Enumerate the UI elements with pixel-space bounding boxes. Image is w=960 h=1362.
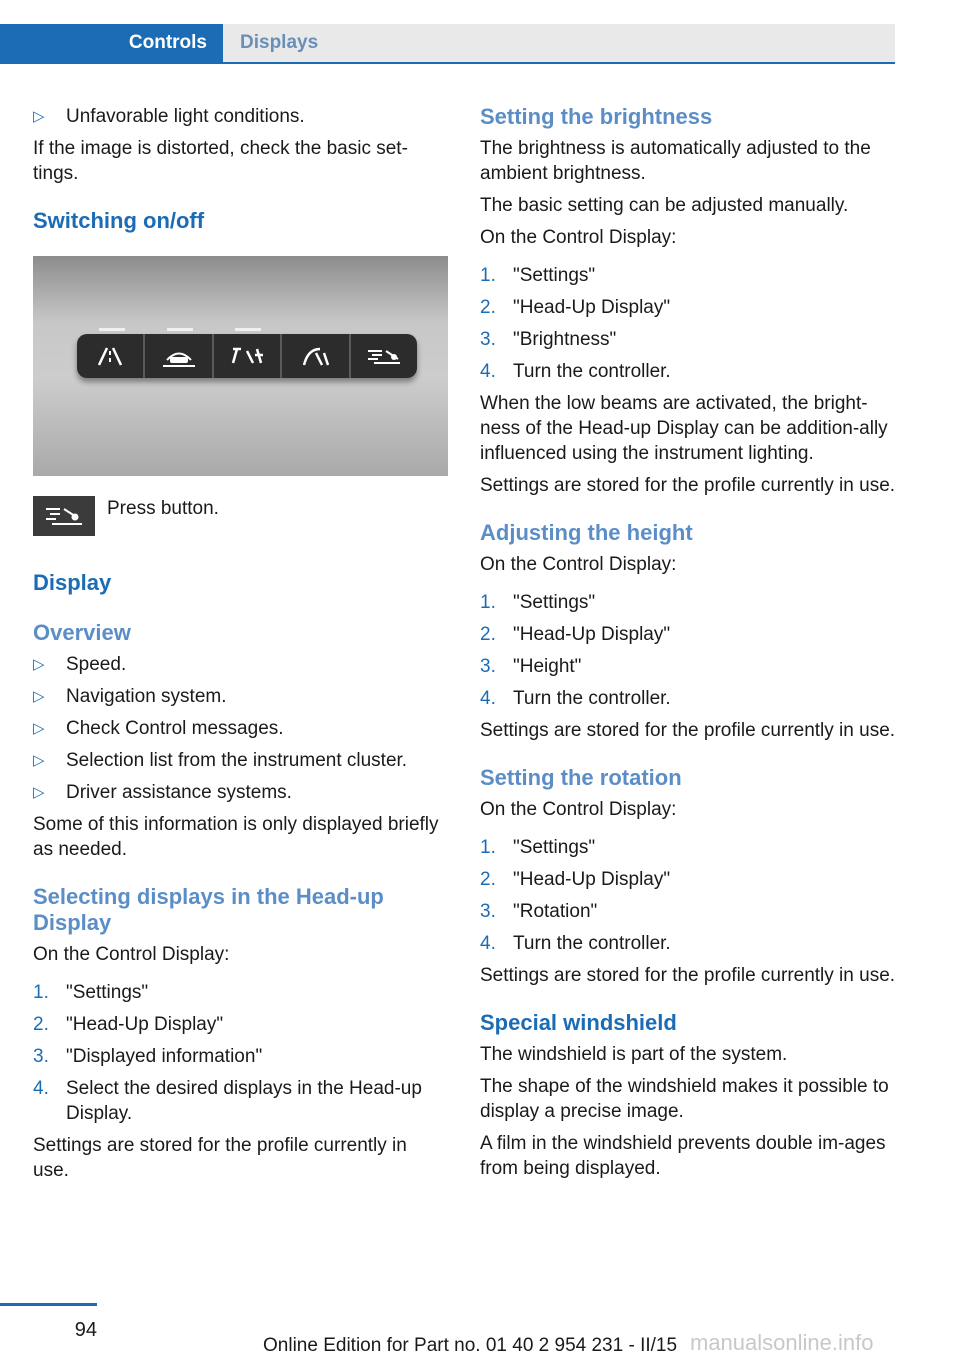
step-item [480,359,898,384]
step-number: 2. [33,1014,49,1035]
watermark: manualsonline.info [690,1330,874,1355]
car-distance-icon [145,334,213,378]
step-item [480,327,898,352]
assist-icon [214,334,282,378]
steps-list [480,263,898,384]
heading-overview: Overview [33,620,131,645]
step-text: "Displayed information" [66,1046,263,1067]
step-text: "Head-Up Display" [513,297,671,318]
triangle-right-icon: ▷ [33,720,45,737]
step-text: "Head-Up Display" [66,1014,224,1035]
step-item [480,931,898,956]
step-text: "Height" [513,656,582,677]
press-button-text: Press button. [107,498,219,519]
list-item: ▷ Check Control messages. [33,718,284,739]
footer-rule [0,1303,97,1306]
hud-button-icon [351,334,417,378]
step-number: 4. [33,1078,49,1099]
header-bar [0,24,895,64]
step-item [33,1076,448,1126]
paragraph: Settings are stored for the profile currently in use. [480,720,896,741]
step-text: Turn the controller. [513,688,671,709]
button-panel [77,334,417,378]
steps-list [480,835,898,956]
step-number: 1. [480,265,496,286]
step-number: 2. [480,624,496,645]
step-item [480,295,898,320]
step-text: Turn the controller. [513,361,671,382]
step-text: "Head-Up Display" [513,624,671,645]
steps-list [480,590,898,711]
bullet-list-top [33,104,448,129]
paragraph: On the Control Display: [480,554,677,575]
button-panel-photo [33,256,448,476]
step-text: Select the desired displays in the Head-up Display. [66,1078,422,1124]
step-item [480,263,898,288]
step-text: "Head-Up Display" [513,869,671,890]
step-item [480,867,898,892]
hud-button-icon [33,496,95,536]
paragraph: On the Control Display: [480,227,677,248]
step-number: 1. [480,592,496,613]
step-item [33,980,448,1005]
triangle-right-icon: ▷ [33,688,45,705]
triangle-right-icon: ▷ [33,784,45,801]
list-item: ▷ Navigation system. [33,686,227,707]
paragraph: When the low beams are activated, the bright-ness of the Head-up Display can be addition-ally influenced using the instrument lighting. [480,393,888,464]
paragraph: Some of this information is only displayed briefly as needed. [33,814,439,860]
paragraph: Settings are stored for the profile currently in use. [480,965,896,986]
steps-list [33,980,448,1126]
step-item [480,835,898,860]
paragraph: The windshield is part of the system. [480,1044,788,1065]
step-text: "Settings" [513,837,596,858]
step-item [480,622,898,647]
heading-switching: Switching on/off [33,208,205,233]
lane-icon [77,334,145,378]
heading-selecting: Selecting displays in the Head-up Display [33,884,384,935]
step-item [480,654,898,679]
left-column [33,104,448,1190]
overview-list [33,652,448,805]
list-item: ▷ Selection list from the instrument cluster. [33,750,408,771]
step-item [33,1012,448,1037]
triangle-right-icon: ▷ [33,752,45,769]
triangle-right-icon: ▷ [33,656,45,673]
heading-brightness: Setting the brightness [480,104,713,129]
list-item: ▷ Speed. [33,654,127,675]
step-number: 2. [480,297,496,318]
step-item [480,590,898,615]
step-text: "Settings" [513,592,596,613]
list-item: ▷ Driver assistance systems. [33,782,292,803]
lane-change-icon [282,334,350,378]
step-number: 3. [480,656,496,677]
heading-rotation: Setting the rotation [480,765,682,790]
step-number: 4. [480,361,496,382]
step-number: 2. [480,869,496,890]
step-text: Turn the controller. [513,933,671,954]
paragraph: On the Control Display: [33,944,230,965]
step-number: 3. [33,1046,49,1067]
step-item [480,899,898,924]
step-number: 3. [480,901,496,922]
heading-display: Display [33,570,112,595]
paragraph: The brightness is automatically adjusted to the ambient brightness. [480,138,871,184]
right-column [480,104,898,1188]
step-text: "Settings" [513,265,596,286]
paragraph: On the Control Display: [480,799,677,820]
step-text: "Rotation" [513,901,598,922]
step-number: 3. [480,329,496,350]
heading-windshield: Special windshield [480,1010,677,1035]
paragraph: Settings are stored for the profile currently in use. [33,1135,407,1181]
step-number: 4. [480,688,496,709]
tab-controls[interactable]: Controls [0,24,223,62]
paragraph: The basic setting can be adjusted manually. [480,195,849,216]
paragraph: Settings are stored for the profile currently in use. [480,475,896,496]
step-item [480,686,898,711]
step-text: "Brightness" [513,329,617,350]
step-number: 1. [480,837,496,858]
step-text: "Settings" [66,982,149,1003]
list-item: ▷ Unfavorable light conditions. [33,106,305,127]
step-number: 4. [480,933,496,954]
paragraph: A film in the windshield prevents double im-ages from being displayed. [480,1133,886,1179]
paragraph: The shape of the windshield makes it possible to display a precise image. [480,1076,889,1122]
heading-height: Adjusting the height [480,520,693,545]
page-number: 94 [74,1319,97,1341]
edition-text: Online Edition for Part no. 01 40 2 954 231 - II/15 [263,1335,678,1356]
tab-displays[interactable]: Displays [223,24,895,62]
step-item [33,1044,448,1069]
triangle-right-icon: ▷ [33,108,45,125]
step-number: 1. [33,982,49,1003]
press-button-row [33,496,448,536]
paragraph: If the image is distorted, check the basic set-tings. [33,138,408,184]
